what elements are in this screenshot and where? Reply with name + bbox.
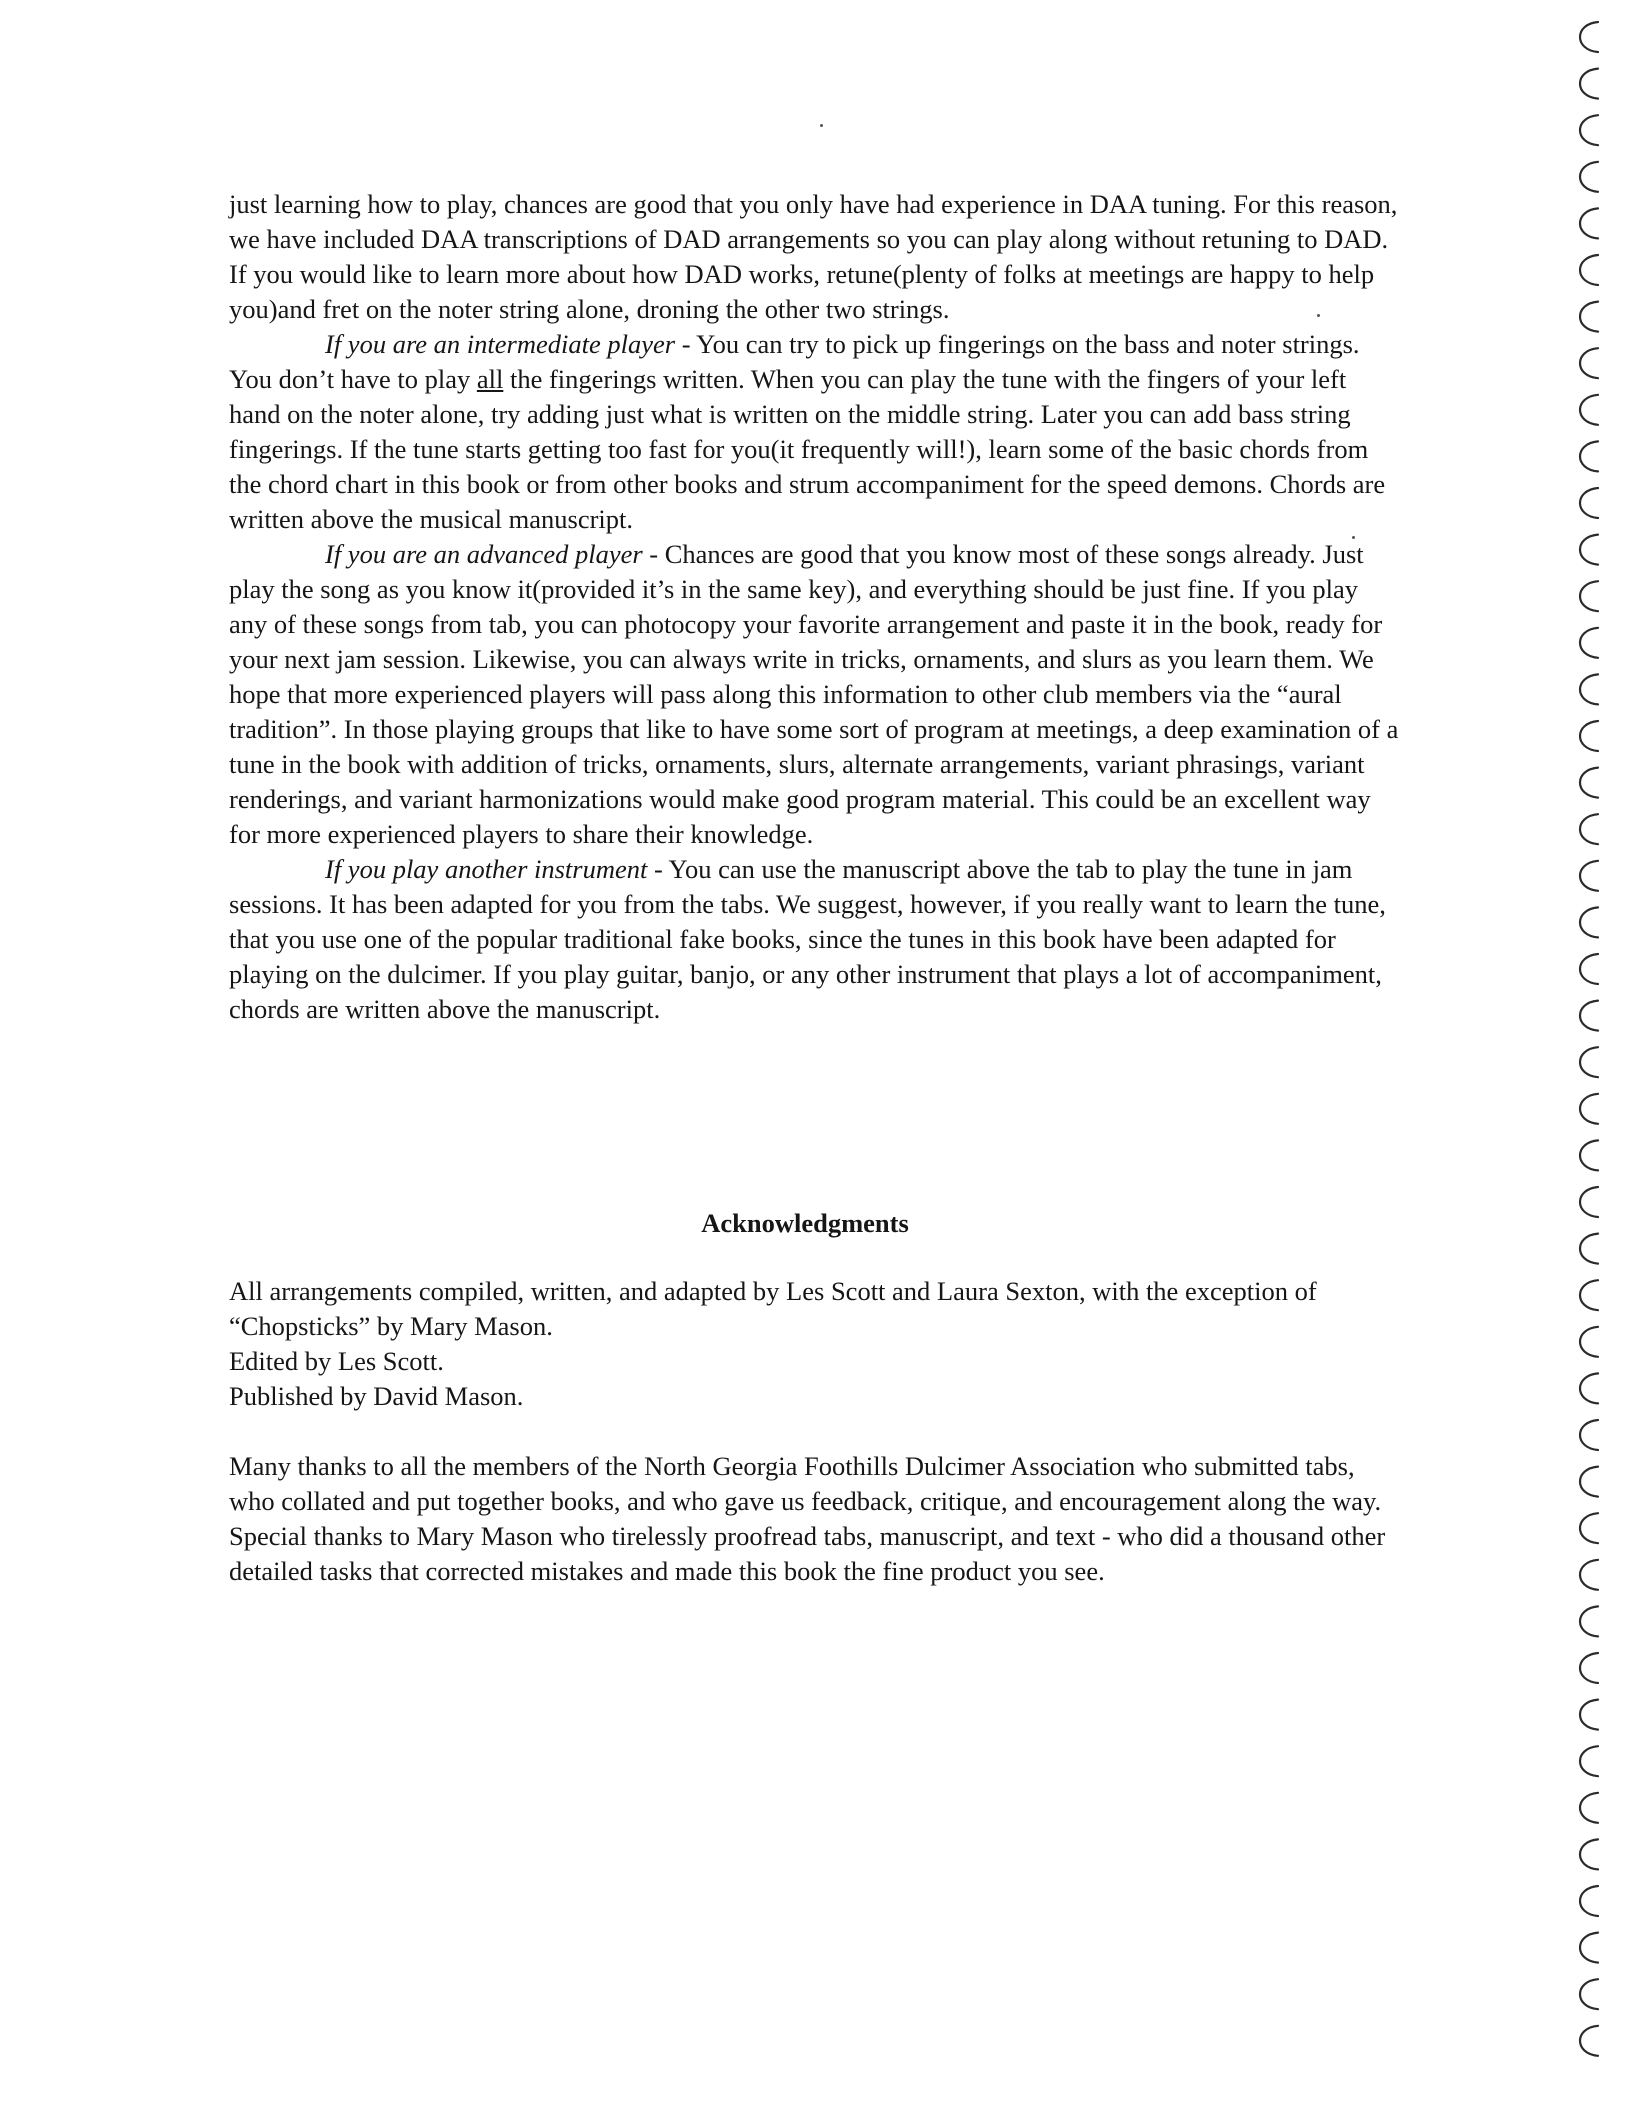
spiral-ring xyxy=(1580,1187,1598,1217)
thanks-mary-mason: Special thanks to Mary Mason who tirelessly proofread tabs, manuscript, and text - who did a thousand other detailed tasks that corrected mistakes and made this book the fine product you see. xyxy=(229,1521,1386,1586)
spiral-ring xyxy=(1580,628,1598,658)
spiral-ring xyxy=(1580,115,1598,145)
spiral-ring xyxy=(1580,721,1598,751)
scan-speck xyxy=(1317,314,1320,317)
spiral-ring xyxy=(1580,1560,1598,1590)
spiral-binding xyxy=(1570,0,1610,2112)
spiral-ring xyxy=(1580,1094,1598,1124)
spiral-ring xyxy=(1580,581,1598,611)
spiral-ring xyxy=(1580,302,1598,332)
spiral-ring xyxy=(1580,814,1598,844)
spiral-ring xyxy=(1580,1839,1598,1869)
spiral-ring xyxy=(1580,768,1598,798)
spiral-ring xyxy=(1580,1793,1598,1823)
spiral-ring xyxy=(1580,1886,1598,1916)
intermediate-player-text-a: - You can try to pick up fingerings on the bass and noter strings. You don’t have to play xyxy=(229,329,1360,394)
spiral-ring xyxy=(1580,348,1598,378)
intro-paragraph-continued: just learning how to play, chances are good that you only have had experience in DAA tuning. For this reason, we have included DAA transcriptions of DAD arrangements so you can play along without retuning to DAD. If you would like to learn more about how DAD works, retune(plenty of folks at meetings are happy to help you)and fret on the noter string alone, droning the other two strings. xyxy=(229,189,1398,324)
advanced-player-lead: If you are an advanced player xyxy=(325,539,643,569)
spiral-ring xyxy=(1580,22,1598,52)
thanks-members: Many thanks to all the members of the North Georgia Foothills Dulcimer Association who submitted tabs, who collated and put together books, and who gave us feedback, critique, and encouragement along the way. xyxy=(229,1451,1382,1516)
acknowledgments-thanks xyxy=(229,1449,1399,1589)
spiral-ring xyxy=(1580,1327,1598,1357)
acknowledgments-credits xyxy=(229,1274,1399,1414)
intermediate-player-lead: If you are an intermediate player xyxy=(325,329,676,359)
credit-editor: Edited by Les Scott. xyxy=(229,1346,444,1376)
spiral-ring xyxy=(1580,1047,1598,1077)
spiral-ring xyxy=(1580,1933,1598,1963)
spiral-ring xyxy=(1580,954,1598,984)
spiral-ring xyxy=(1580,1653,1598,1683)
acknowledgments-heading: Acknowledgments xyxy=(701,1208,909,1238)
spiral-ring xyxy=(1580,674,1598,704)
intermediate-player-paragraph xyxy=(229,327,1399,537)
advanced-player-paragraph xyxy=(229,537,1399,852)
spiral-ring xyxy=(1580,1746,1598,1776)
advanced-player-text: - Chances are good that you know most of these songs already. Just play the song as you know it(provided it’s in the same key), and everything should be just fine. If you play any of these songs from tab, you can photocopy your favorite arrangement and paste it in the book, ready for your next jam session. Likewise, you can always write in tricks, ornaments, and slurs as you learn them. We hope that more experienced players will pass along this information to other club members via the “aural tradition”. In those playing groups that like to have some sort of program at meetings, a deep examination of a tune in the book with addition of tricks, ornaments, slurs, alternate arrangements, variant phrasings, variant renderings, and variant harmonizations would make good program material. This could be an excellent way for more experienced players to share their knowledge. xyxy=(229,539,1399,849)
spiral-ring xyxy=(1580,2026,1598,2056)
spiral-ring xyxy=(1580,162,1598,192)
intermediate-player-emphasis: all xyxy=(476,364,504,394)
spiral-ring xyxy=(1580,1234,1598,1264)
spiral-ring xyxy=(1580,535,1598,565)
spiral-ring xyxy=(1580,907,1598,937)
credit-publisher: Published by David Mason. xyxy=(229,1381,524,1411)
spiral-ring xyxy=(1580,1140,1598,1170)
other-instrument-paragraph xyxy=(229,852,1399,1027)
spiral-ring xyxy=(1580,255,1598,285)
spiral-ring xyxy=(1580,1513,1598,1543)
scan-speck xyxy=(820,124,823,127)
scan-speck xyxy=(1352,536,1355,539)
spiral-ring xyxy=(1580,441,1598,471)
spiral-ring xyxy=(1580,1001,1598,1031)
spiral-ring xyxy=(1580,861,1598,891)
spiral-ring xyxy=(1580,1280,1598,1310)
spiral-ring xyxy=(1580,208,1598,238)
spiral-ring xyxy=(1580,488,1598,518)
spiral-ring xyxy=(1580,69,1598,99)
spiral-ring xyxy=(1580,1606,1598,1636)
credit-arrangements: All arrangements compiled, written, and adapted by Les Scott and Laura Sexton, with the exception of “Chopsticks” by Mary Mason. xyxy=(229,1276,1317,1341)
spiral-ring xyxy=(1580,1979,1598,2009)
spiral-ring xyxy=(1580,1467,1598,1497)
spiral-ring xyxy=(1580,1420,1598,1450)
other-instrument-text: - You can use the manuscript above the tab to play the tune in jam sessions. It has been adapted for you from the tabs. We suggest, however, if you really want to learn the tune, that you use one of the popular traditional fake books, since the tunes in this book have been adapted for playing on the dulcimer. If you play guitar, banjo, or any other instrument that plays a lot of accompaniment, chords are written above the manuscript. xyxy=(229,854,1386,1024)
other-instrument-lead: If you play another instrument xyxy=(325,854,648,884)
spiral-ring xyxy=(1580,1373,1598,1403)
spiral-ring xyxy=(1580,1700,1598,1730)
spiral-ring xyxy=(1580,395,1598,425)
intro-section xyxy=(229,187,1399,1027)
intermediate-player-text-b: the fingerings written. When you can play the tune with the fingers of your left hand on the noter alone, try adding just what is written on the middle string. Later you can add bass string fingerings. If the tune starts getting too fast for you(it frequently will!), learn some of the basic chords from the chord chart in this book or from other books and strum accompaniment for the speed demons. Chords are written above the musical manuscript. xyxy=(229,364,1386,534)
